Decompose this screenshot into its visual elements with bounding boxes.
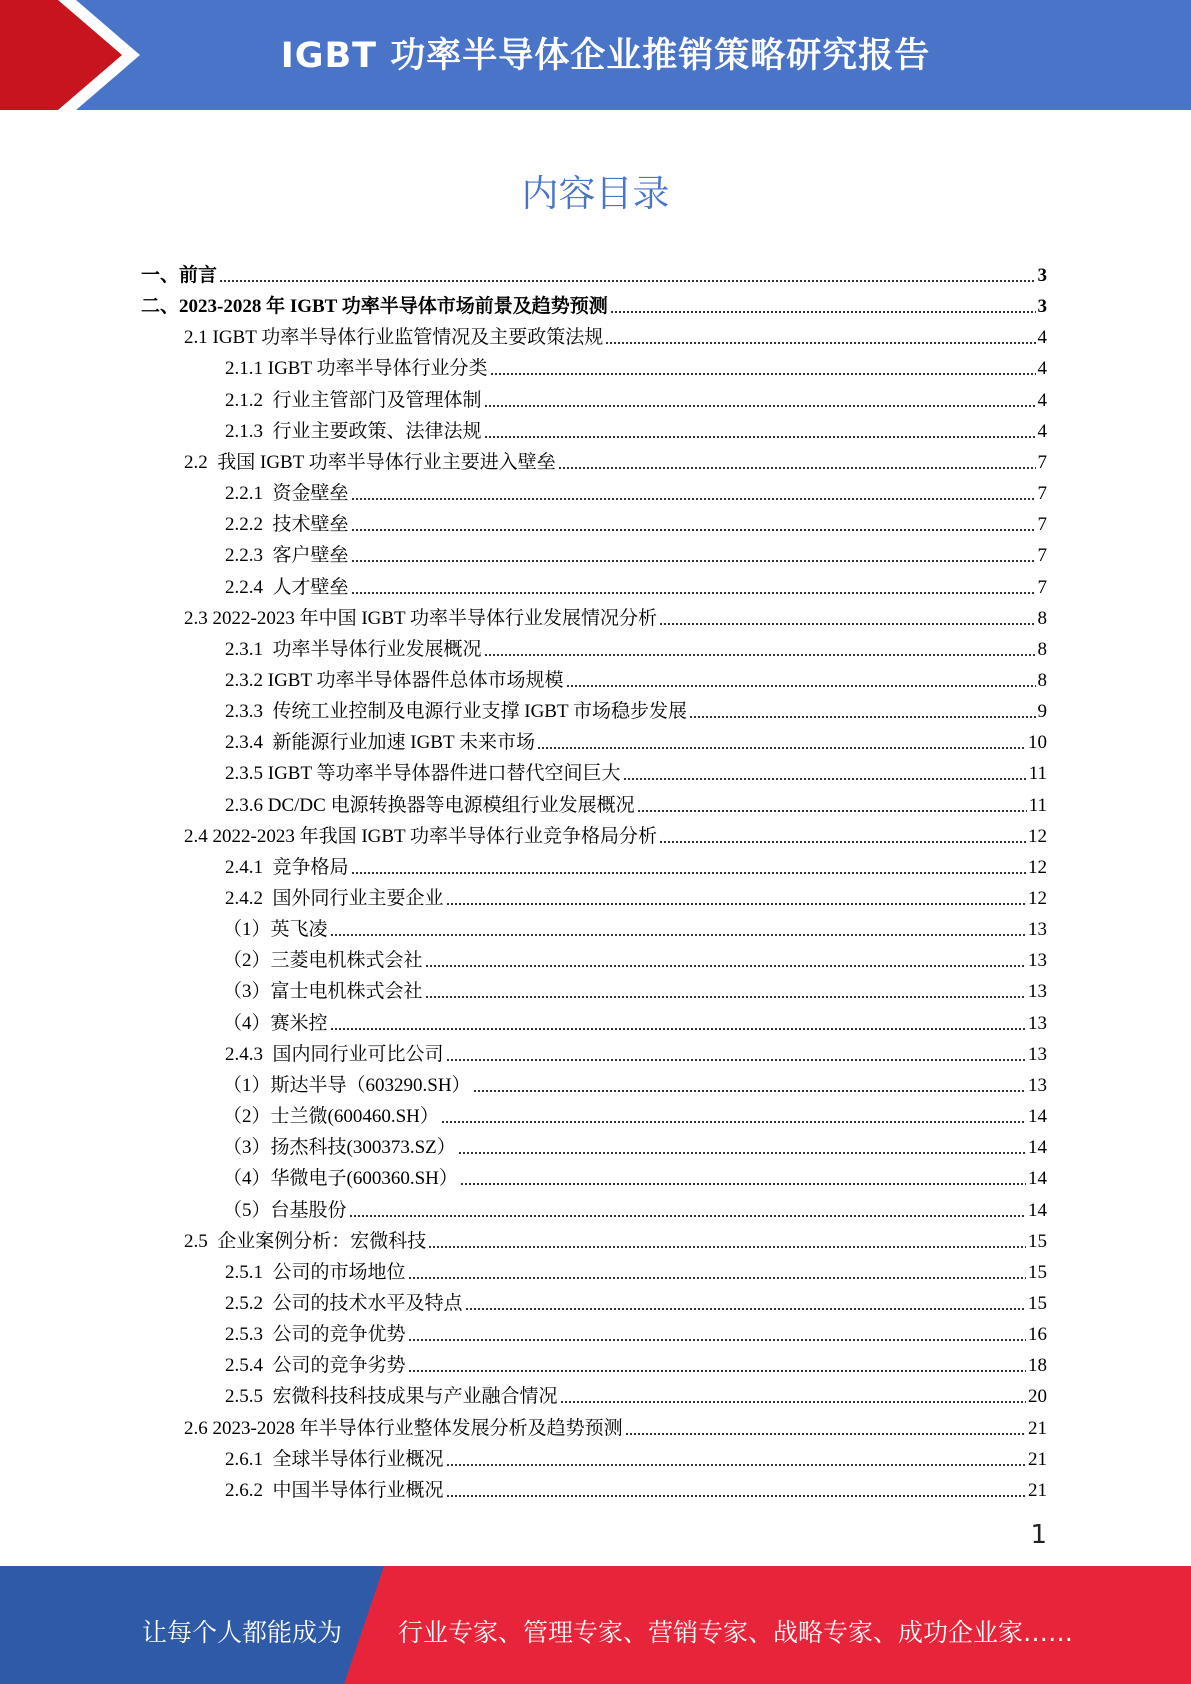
- toc-leader-dots: [330, 1027, 1026, 1031]
- toc-entry-page: 4: [1037, 420, 1047, 442]
- toc-entry-label: 2.3.6 DC/DC 电源转换器等电源模组行业发展概况: [225, 794, 635, 816]
- toc-entry[interactable]: [184, 1409, 1047, 1440]
- toc-leader-dots: [473, 1089, 1026, 1093]
- toc-entry-label: 2.1.1 IGBT 功率半导体行业分类: [225, 358, 488, 380]
- toc-entry[interactable]: [223, 1159, 1047, 1190]
- toc-entry[interactable]: [223, 941, 1047, 972]
- toc-entry[interactable]: [225, 879, 1047, 910]
- toc-entry[interactable]: [184, 599, 1047, 630]
- toc-entry-label: 2.5.4 公司的竞争劣势: [225, 1355, 406, 1377]
- toc-entry-label: 2.2.2 技术壁垒: [225, 514, 349, 536]
- toc-entry-page: 11: [1028, 794, 1047, 816]
- toc-leader-dots: [465, 1307, 1026, 1311]
- toc-entry-label: 2.5.1 公司的市场地位: [225, 1261, 406, 1283]
- toc-entry[interactable]: [184, 817, 1047, 848]
- toc-entry-label: 一、前言: [141, 265, 218, 286]
- toc-entry-label: （4）赛米控: [223, 1012, 328, 1034]
- toc-entry-label: 2.3.5 IGBT 等功率半导体器件进口替代空间巨大: [225, 763, 621, 785]
- toc-entry[interactable]: [223, 1191, 1047, 1222]
- toc-entry-page: 7: [1037, 545, 1047, 567]
- toc-leader-dots: [484, 435, 1036, 439]
- toc-entry-page: 14: [1028, 1106, 1047, 1128]
- toc-entry[interactable]: [225, 1440, 1047, 1471]
- toc-entry-page: 10: [1028, 732, 1047, 754]
- toc-entry-label: （1）英飞凌: [223, 919, 328, 941]
- toc-entry-page: 7: [1037, 576, 1047, 598]
- toc-entry-page: 3: [1037, 296, 1047, 318]
- toc-entry[interactable]: [225, 381, 1047, 412]
- header-banner: [0, 0, 1191, 110]
- toc-entry[interactable]: [225, 661, 1047, 692]
- toc-entry-label: 2.5.3 公司的竞争优势: [225, 1324, 406, 1346]
- toc-entry-label: 2.5.2 公司的技术水平及特点: [225, 1292, 463, 1314]
- toc-entry[interactable]: [184, 318, 1047, 349]
- toc-entry[interactable]: [225, 723, 1047, 754]
- toc-leader-dots: [425, 995, 1026, 999]
- footer-slogan-right: 行业专家、管理专家、营销专家、战略专家、成功企业家……: [398, 1618, 1074, 1647]
- toc-entry[interactable]: [225, 536, 1047, 567]
- toc-leader-dots: [351, 591, 1036, 595]
- toc-leader-dots: [659, 840, 1026, 844]
- toc-entry-page: 11: [1028, 763, 1047, 785]
- toc-entry[interactable]: [225, 1035, 1047, 1066]
- toc-entry-page: 18: [1028, 1355, 1047, 1377]
- toc-entry[interactable]: [225, 1284, 1047, 1315]
- toc-leader-dots: [659, 622, 1035, 626]
- toc-leader-dots: [460, 1182, 1026, 1186]
- toc-entry-label: （3）富士电机株式会社: [223, 981, 423, 1003]
- toc-entry-page: 12: [1028, 825, 1047, 847]
- toc-entry-page: 13: [1028, 1074, 1047, 1096]
- toc-entry-label: 二、2023-2028 年 IGBT 功率半导体市场前景及趋势预测: [141, 296, 608, 318]
- toc-leader-dots: [408, 1338, 1026, 1342]
- toc-entry-page: 21: [1028, 1417, 1047, 1439]
- toc-entry-label: 2.1.2 行业主管部门及管理体制: [225, 389, 482, 411]
- toc-entry[interactable]: [184, 1222, 1047, 1253]
- toc-entry-label: 2.5 企业案例分析：宏微科技: [184, 1230, 427, 1252]
- toc-leader-dots: [330, 933, 1026, 937]
- toc-entry[interactable]: [225, 1377, 1047, 1408]
- toc-leader-dots: [560, 1400, 1026, 1404]
- toc-leader-dots: [349, 1214, 1026, 1218]
- toc-entry-page: 16: [1028, 1324, 1047, 1346]
- toc-entry-page: 4: [1037, 327, 1047, 349]
- toc-leader-dots: [428, 1245, 1026, 1249]
- toc-leader-dots: [484, 653, 1036, 657]
- toc-entry-label: 2.1 IGBT 功率半导体行业监管情况及主要政策法规: [184, 327, 604, 349]
- toc-entry-page: 13: [1028, 950, 1047, 972]
- toc-leader-dots: [446, 902, 1026, 906]
- toc-leader-dots: [458, 1151, 1026, 1155]
- toc-entry[interactable]: [225, 1315, 1047, 1346]
- toc-entry[interactable]: [225, 349, 1047, 380]
- toc-entry[interactable]: [225, 786, 1047, 817]
- toc-leader-dots: [408, 1369, 1026, 1373]
- toc-entry-page: 14: [1028, 1168, 1047, 1190]
- toc-entry[interactable]: [225, 848, 1047, 879]
- toc-entry-label: 2.3.1 功率半导体行业发展概况: [225, 638, 482, 660]
- toc-leader-dots: [446, 1463, 1026, 1467]
- footer-banner: [0, 1566, 1191, 1684]
- toc-leader-dots: [537, 746, 1026, 750]
- toc-entry-label: 2.1.3 行业主要政策、法律法规: [225, 420, 482, 442]
- toc-entry-label: 2.4.3 国内同行业可比公司: [225, 1043, 444, 1065]
- toc-entry[interactable]: [225, 505, 1047, 536]
- toc-leader-dots: [637, 809, 1027, 813]
- toc-entry-label: （2）士兰微(600460.SH）: [223, 1106, 439, 1128]
- toc-entry-page: 14: [1028, 1199, 1047, 1221]
- toc-entry-label: （3）扬杰科技(300373.SZ）: [223, 1137, 456, 1159]
- toc-entry[interactable]: [223, 1128, 1047, 1159]
- toc-entry[interactable]: [225, 1346, 1047, 1377]
- toc-entry-page: 15: [1028, 1261, 1047, 1283]
- toc-entry-label: 2.3.3 传统工业控制及电源行业支撑 IGBT 市场稳步发展: [225, 701, 687, 723]
- toc-entry[interactable]: [225, 474, 1047, 505]
- toc-entry[interactable]: [225, 412, 1047, 443]
- toc-entry-label: 2.3.4 新能源行业加速 IGBT 未来市场: [225, 732, 535, 754]
- toc-entry[interactable]: [225, 630, 1047, 661]
- toc-leader-dots: [351, 871, 1026, 875]
- toc-entry-label: 2.2.4 人才壁垒: [225, 576, 349, 598]
- toc-heading: 内容目录: [521, 172, 670, 215]
- toc-entry-page: 13: [1028, 981, 1047, 1003]
- toc-entry[interactable]: [141, 287, 1047, 318]
- toc-entry[interactable]: [223, 1097, 1047, 1128]
- toc-entry-label: 2.4.1 竞争格局: [225, 856, 349, 878]
- toc-entry-label: 2.6.1 全球半导体行业概况: [225, 1448, 444, 1470]
- toc-entry-page: 8: [1037, 638, 1047, 660]
- toc-entry-page: 13: [1028, 1012, 1047, 1034]
- toc-entry-page: 12: [1028, 888, 1047, 909]
- report-title: IGBT 功率半导体企业推销策略研究报告: [280, 36, 931, 76]
- toc-entry[interactable]: [225, 568, 1047, 599]
- toc-entry-page: 21: [1028, 1479, 1047, 1501]
- toc-entry[interactable]: [225, 1471, 1047, 1502]
- toc-entry-page: 15: [1028, 1230, 1047, 1252]
- toc-entry[interactable]: [225, 692, 1047, 723]
- toc-entry-label: （1）斯达半导（603290.SH）: [223, 1074, 471, 1096]
- toc-entry-label: 2.4.2 国外同行业主要企业: [225, 888, 444, 909]
- toc-entry[interactable]: [223, 972, 1047, 1003]
- toc-entry[interactable]: [223, 1004, 1047, 1035]
- toc-entry-page: 13: [1028, 919, 1047, 941]
- toc-entry-label: 2.6 2023-2028 年半导体行业整体发展分析及趋势预测: [184, 1417, 623, 1439]
- toc-entry[interactable]: [184, 443, 1047, 474]
- toc-entry-label: （5）台基股份: [223, 1199, 347, 1221]
- toc-entry-page: 8: [1037, 669, 1047, 691]
- toc-entry-page: 4: [1037, 358, 1047, 380]
- toc-entry-label: 2.5.5 宏微科技科技成果与产业融合情况: [225, 1386, 558, 1408]
- toc-entry-label: 2.4 2022-2023 年我国 IGBT 功率半导体行业竞争格局分析: [184, 825, 658, 847]
- toc-leader-dots: [689, 715, 1036, 719]
- toc-entry-label: 2.6.2 中国半导体行业概况: [225, 1479, 444, 1501]
- toc-entry[interactable]: [225, 1253, 1047, 1284]
- toc-leader-dots: [425, 964, 1026, 968]
- toc-entry-label: （4）华微电子(600360.SH）: [223, 1168, 458, 1190]
- toc-entry-label: 2.2.1 资金壁垒: [225, 483, 349, 505]
- toc-entry-page: 15: [1028, 1292, 1047, 1314]
- toc-leader-dots: [441, 1120, 1026, 1124]
- toc-entry-label: （2）三菱电机株式会社: [223, 950, 423, 972]
- toc-entry-page: 7: [1037, 514, 1047, 536]
- toc-entry-page: 13: [1028, 1043, 1047, 1065]
- toc-entry-page: 7: [1037, 451, 1047, 473]
- toc-leader-dots: [351, 559, 1036, 563]
- toc-leader-dots: [446, 1494, 1026, 1498]
- toc-entry-page: 7: [1037, 483, 1047, 505]
- toc-entry-page: 9: [1037, 701, 1047, 723]
- page-number: 1: [1030, 1520, 1047, 1550]
- footer-slogan-left: 让每个人都能成为: [142, 1618, 343, 1647]
- toc-entry-page: 3: [1037, 265, 1047, 286]
- toc-entry[interactable]: [223, 1066, 1047, 1097]
- toc-leader-dots: [446, 1058, 1026, 1062]
- toc-entry[interactable]: [223, 910, 1047, 941]
- toc-leader-dots: [351, 528, 1036, 532]
- toc-leader-dots: [610, 310, 1036, 314]
- toc-leader-dots: [219, 279, 1035, 283]
- toc-entry-page: 12: [1028, 856, 1047, 878]
- toc-leader-dots: [625, 1432, 1026, 1436]
- toc-leader-dots: [566, 684, 1036, 688]
- toc-leader-dots: [605, 341, 1035, 345]
- toc-entry-page: 20: [1028, 1386, 1047, 1408]
- toc-entry-page: 21: [1028, 1448, 1047, 1470]
- toc-leader-dots: [351, 497, 1036, 501]
- toc-entry-page: 4: [1037, 389, 1047, 411]
- toc-leader-dots: [408, 1276, 1026, 1280]
- toc-entry[interactable]: [225, 754, 1047, 785]
- toc-leader-dots: [484, 404, 1036, 408]
- toc-leader-dots: [558, 466, 1036, 470]
- toc-entry-label: 2.3.2 IGBT 功率半导体器件总体市场规模: [225, 669, 564, 691]
- toc-entry-page: 14: [1028, 1137, 1047, 1159]
- toc-entry-label: 2.3 2022-2023 年中国 IGBT 功率半导体行业发展情况分析: [184, 607, 658, 629]
- toc-leader-dots: [623, 777, 1027, 781]
- toc-leader-dots: [490, 372, 1036, 376]
- toc-entry-label: 2.2 我国 IGBT 功率半导体行业主要进入壁垒: [184, 451, 556, 473]
- toc-entry-label: 2.2.3 客户壁垒: [225, 545, 349, 567]
- toc-entry[interactable]: [141, 256, 1047, 287]
- toc-entry-page: 8: [1037, 607, 1047, 629]
